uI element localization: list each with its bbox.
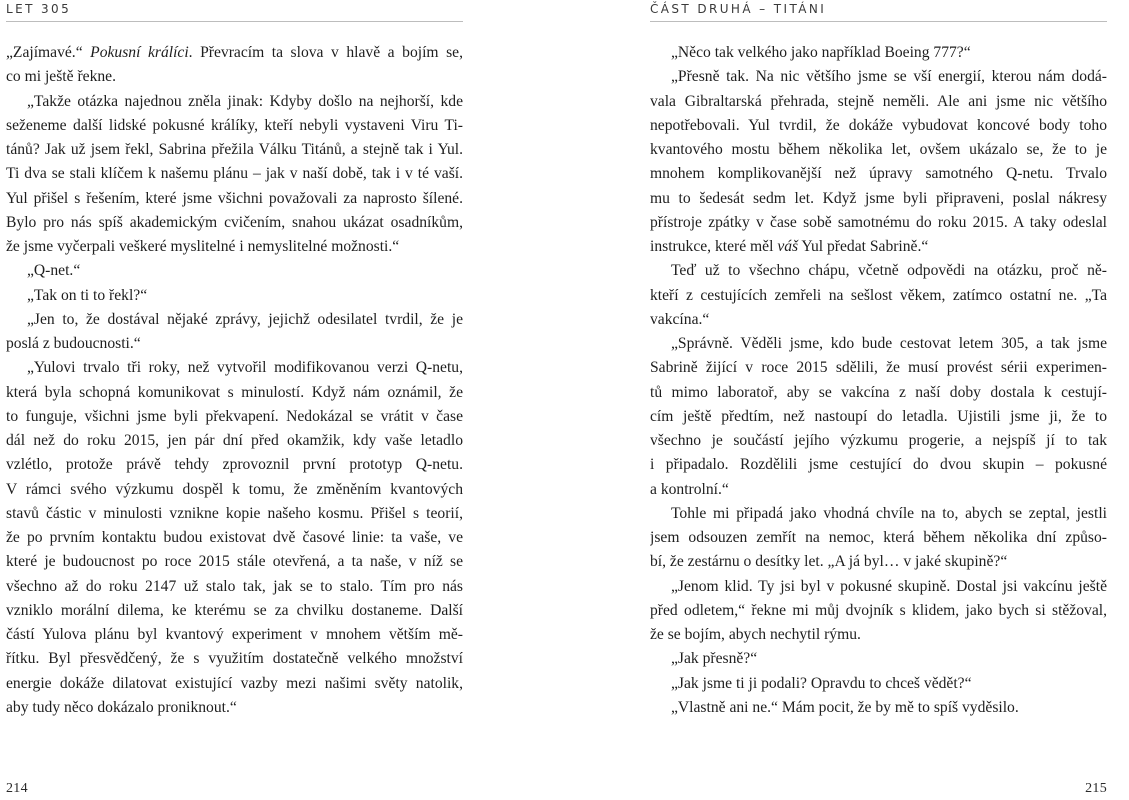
text-line: a kontrolní.“ bbox=[650, 480, 729, 498]
text-line: které je budoucnost po roce 2015 stále otevřená, a ta naše, v níž se bbox=[6, 553, 463, 571]
text-line: mu to šedesát sedm let. Když jsme byli připraveni, poslal nákresy bbox=[650, 189, 1107, 207]
right-page-number: 215 bbox=[1085, 781, 1107, 796]
text-line: „Vlastně ani ne.“ Mám pocit, že by mě to spíš vyděsilo. bbox=[671, 698, 1019, 716]
text-line: Sabrině žijící v roce 2015 sdělili, že musí provést sérii experimen- bbox=[650, 359, 1107, 377]
text-line: Teď už to všechno chápu, včetně odpovědi na otázku, proč ně- bbox=[671, 262, 1107, 280]
text-line: „Tak on ti to řekl?“ bbox=[27, 286, 148, 304]
text-line: „Jen to, že dostával nějaké zprávy, jejichž odesilatel tvrdil, že je bbox=[27, 310, 463, 328]
text-line: „Q-net.“ bbox=[27, 262, 81, 280]
left-header-rule bbox=[6, 21, 463, 22]
text-line: „Takže otázka najednou zněla jinak: Kdyby došlo na nejhorší, kde bbox=[27, 92, 463, 110]
text-line: kteří z cestujících zemřeli na sešlost věkem, zatímco ostatní ne. „Ta bbox=[650, 286, 1107, 304]
left-running-head: LET 305 bbox=[6, 2, 72, 16]
right-header-rule bbox=[650, 21, 1107, 22]
text-line: Tohle mi připadá jako vhodná chvíle na to, abych se zeptal, jestli bbox=[671, 504, 1107, 522]
text-line: V rámci svého výzkumu dospěl k tomu, že změněním kvantových bbox=[6, 480, 463, 498]
right-page-body bbox=[650, 41, 1107, 720]
text-line: co mi ještě řekne. bbox=[6, 68, 116, 86]
text-line: i připadalo. Rozdělili jsme cestující do dvou skupin – pokusné bbox=[650, 456, 1107, 474]
text-line: vakcína.“ bbox=[650, 310, 710, 328]
text-line: bí, že zestárnu o desítky let. „A já byl… v jaké skupině?“ bbox=[650, 553, 1008, 571]
text-line: cím ještě předtím, než nastoupí do letadla. Ujistili jsme ji, že to bbox=[650, 407, 1107, 425]
text-line: že po prvním kontaktu budou existovat dvě časové linie: ta vaše, ve bbox=[6, 529, 463, 546]
text-line: mnohem komplikovanější než úpravy samotného Q-netu. Trvalo bbox=[650, 165, 1107, 183]
text-line: Ti dva se stali klíčem k našemu plánu – jak v naší době, tak i v té vaší. bbox=[6, 165, 463, 183]
text-line: „Jenom klid. Ty jsi byl v pokusné skupině. Dostal jsi vakcínu ještě bbox=[671, 577, 1107, 595]
text-line: tů mimo laboratoř, aby se vakcína z naší doby dostala k cestují- bbox=[650, 383, 1107, 401]
text-line: všechno až do roku 2147 už stalo tak, jak se to stalo. Tím pro nás bbox=[6, 577, 463, 595]
text-line: dál než do roku 2015, jen pár dní před okamžik, kdy vaše letadlo bbox=[6, 432, 463, 449]
text-line: stavů částic v minulosti vznikne kopie našeho kosmu. Přišel s teorií, bbox=[6, 504, 463, 522]
text-line: která byla schopná komunikovat s minulostí. Když nám oznámil, že bbox=[6, 383, 463, 401]
text-line: že se bojím, abych nechytil rýmu. bbox=[650, 626, 861, 643]
right-running-head: ČÁST DRUHÁ – TITÁNI bbox=[650, 2, 827, 16]
text-line: Bylo pro nás spíš akademickým cvičením, snahou ukázat osadníkům, bbox=[6, 213, 463, 231]
text-line: tánů? Jak už jsem řekl, Sabrina přežila Válku Titánů, a stejně tak i Yul. bbox=[6, 141, 463, 158]
left-page-number: 214 bbox=[6, 781, 28, 796]
text-line: před odletem,“ řekne mi můj dvojník s klidem, jako bych si stěžoval, bbox=[650, 601, 1107, 619]
text-line: energie dokáže dilatovat existující vazby mezi našimi světy natolik, bbox=[6, 674, 463, 692]
text-line: poslá z budoucnosti.“ bbox=[6, 335, 141, 352]
text-line: vzlétlo, protože právě tehdy zprovoznil první prototyp Q-netu. bbox=[6, 456, 463, 474]
left-page-body bbox=[6, 41, 463, 720]
text-line: „Přesně tak. Na nic většího jsme se vší energií, kterou nám dodá- bbox=[671, 68, 1107, 86]
text-line: vzniklo morální dilema, ke kterému se za chvilku dostaneme. Další bbox=[6, 601, 463, 619]
text-line: „Yulovi trvalo tři roky, než vytvořil modifikovanou verzi Q-netu, bbox=[27, 359, 463, 377]
text-line: instrukce, které měl váš Yul předat Sabrině.“ bbox=[650, 238, 929, 255]
text-line: jsem odsouzen zemřít na nemoc, která během několika dní způso- bbox=[650, 529, 1107, 546]
text-line: aby tudy něco dokázalo proniknout.“ bbox=[6, 698, 237, 716]
text-line: kvantového mostu během několika let, ovšem ukázalo se, že to je bbox=[650, 141, 1107, 158]
text-line: „Jak jsme ti ji podali? Opravdu to chceš vědět?“ bbox=[671, 674, 972, 692]
emphasis: váš bbox=[777, 238, 799, 255]
text-line: Yul přišel s řešením, které jsme všichni považovali za naprosto šílené. bbox=[6, 189, 463, 207]
text-line: „Zajímavé.“ Pokusní králíci. Převracím ta slova v hlavě a bojím se, bbox=[6, 44, 463, 61]
text-line: „Něco tak velkého jako například Boeing 777?“ bbox=[671, 44, 971, 61]
text-line: „Správně. Věděli jsme, kdo bude cestovat letem 305, a tak jsme bbox=[671, 335, 1107, 352]
text-line: „Jak přesně?“ bbox=[671, 650, 758, 668]
text-line: částí Yulova plánu byl kvantový experiment v mnohem větším mě- bbox=[6, 626, 463, 643]
text-line: řítku. Byl přesvědčený, že s využitím dostatečně velkého množství bbox=[6, 650, 463, 668]
text-line: všechno je součástí jejího výzkumu progerie, a nejspíš jí to tak bbox=[650, 432, 1107, 449]
text-line: vala Gibraltarská přehrada, stejně neměli. Ale ani jsme nic většího bbox=[650, 92, 1107, 110]
text-line: seženeme další lidské pokusné králíky, kteří nebyli vystaveni Viru Ti- bbox=[6, 116, 463, 134]
text-line: že jsme vyčerpali veškeré myslitelné i nemyslitelné možnosti.“ bbox=[6, 238, 400, 255]
text-line: přístroje zpátky v čase sobě samotnému do roku 2015. A taky odeslal bbox=[650, 213, 1107, 231]
text-line: nepotřebovali. Yul tvrdil, že dokáže vybudovat koncové body toho bbox=[650, 116, 1107, 134]
text-line: to funguje, všichni jsme byli překvapení. Nedokázal se vrátit v čase bbox=[6, 407, 463, 425]
emphasis: Pokusní králíci bbox=[90, 44, 189, 61]
